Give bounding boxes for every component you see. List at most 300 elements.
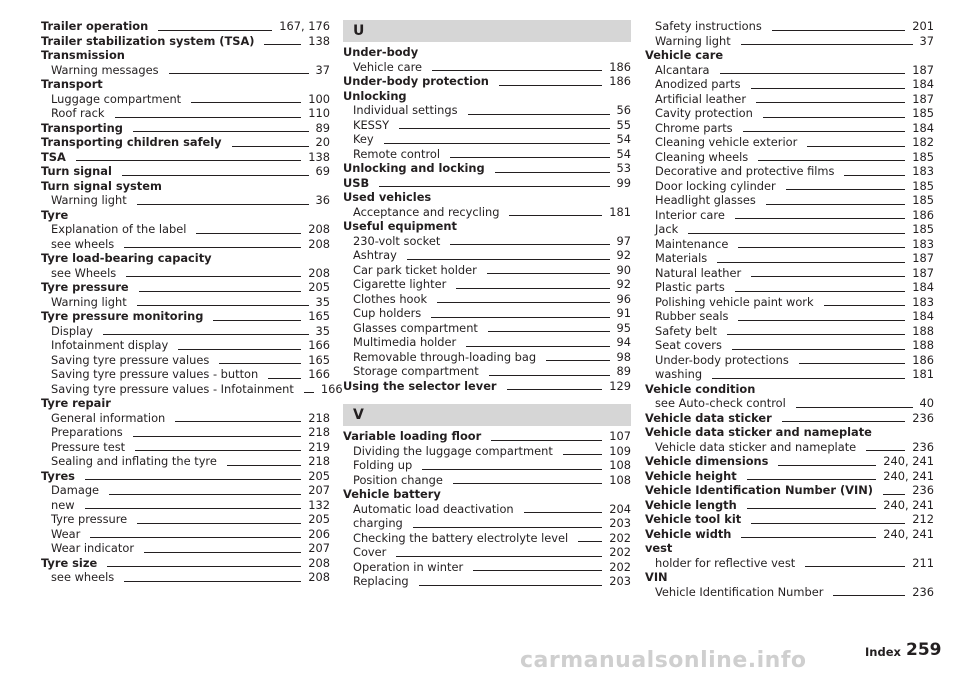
page-reference[interactable]: 185 xyxy=(912,193,934,207)
index-entry[interactable] xyxy=(41,556,330,571)
watermark: carmanualsonline.info xyxy=(520,648,807,673)
entry-label: TSA xyxy=(41,149,66,164)
index-subentry[interactable] xyxy=(41,381,343,397)
leader-line xyxy=(115,117,302,118)
page-reference[interactable]: 129 xyxy=(609,378,631,393)
index-subentry[interactable] xyxy=(41,222,330,237)
entry-label: Saving tyre pressure values - button xyxy=(51,367,259,381)
entry-label: Polishing vehicle paint work xyxy=(655,294,814,309)
index-subentry[interactable] xyxy=(343,234,631,249)
page-reference[interactable]: 37 xyxy=(315,62,330,77)
page-reference[interactable]: 205 xyxy=(308,280,330,294)
section-letter-heading: U xyxy=(343,20,631,42)
index-subentry[interactable] xyxy=(343,364,631,379)
index-subentry[interactable] xyxy=(645,251,934,266)
entry-label: Under-body xyxy=(343,45,419,59)
page-reference[interactable]: 208 xyxy=(308,570,330,584)
page-reference[interactable]: 138 xyxy=(308,149,330,164)
index-subentry[interactable] xyxy=(645,34,934,49)
page-reference[interactable]: 53 xyxy=(616,161,631,175)
leader-line xyxy=(466,346,609,347)
entry-label: Damage xyxy=(51,483,100,497)
index-entry[interactable] xyxy=(41,150,330,165)
page-reference[interactable]: 91 xyxy=(616,306,631,320)
entry-label: Seat covers xyxy=(655,338,722,352)
index-entry[interactable] xyxy=(41,469,330,484)
entry-label: Sealing and inflating the tyre xyxy=(51,454,217,468)
page-reference[interactable]: 207 xyxy=(308,541,330,555)
entry-label: Key xyxy=(353,132,374,146)
entry-label: Safety belt xyxy=(655,323,717,338)
index-subentry[interactable] xyxy=(343,350,631,365)
index-entry[interactable] xyxy=(645,483,934,498)
page-reference[interactable]: 187 xyxy=(912,265,934,280)
page-reference[interactable]: 203 xyxy=(609,516,631,530)
index-subentry[interactable] xyxy=(343,60,631,75)
page-reference[interactable]: 236 xyxy=(912,584,934,599)
page-reference[interactable]: 208 xyxy=(308,555,330,570)
page-reference[interactable]: 55 xyxy=(616,117,631,132)
page-reference[interactable]: 202 xyxy=(609,530,631,545)
index-subentry[interactable] xyxy=(645,367,934,382)
entry-label: Transporting children safely xyxy=(41,135,222,149)
entry-label: Vehicle data sticker and nameplate xyxy=(645,425,872,439)
page-reference[interactable]: 203 xyxy=(609,574,631,588)
index-subentry[interactable] xyxy=(41,106,330,121)
page-reference[interactable]: 165 xyxy=(308,352,330,367)
page-reference[interactable]: 188 xyxy=(912,338,934,352)
page-reference[interactable]: 181 xyxy=(609,204,631,219)
index-subentry[interactable] xyxy=(41,353,330,368)
page-reference[interactable]: 182 xyxy=(912,135,934,149)
page-reference[interactable]: 184 xyxy=(912,120,934,135)
page-reference[interactable]: 95 xyxy=(616,320,631,335)
index-subentry[interactable] xyxy=(343,458,631,473)
index-subentry[interactable] xyxy=(645,193,934,208)
page-reference[interactable]: 183 xyxy=(912,164,934,178)
index-entry[interactable] xyxy=(343,176,631,191)
index-subentry[interactable] xyxy=(343,132,631,147)
entry-label: Variable loading floor xyxy=(343,429,482,443)
index-subentry[interactable] xyxy=(41,498,330,513)
leader-line xyxy=(232,146,309,147)
leader-line xyxy=(796,407,913,408)
page-reference[interactable]: 181 xyxy=(912,367,934,381)
index-subentry[interactable] xyxy=(645,208,934,223)
index-subentry[interactable] xyxy=(645,63,934,78)
leader-line xyxy=(786,189,906,190)
entry-label: Under-body protections xyxy=(655,352,789,367)
page-reference[interactable]: 132 xyxy=(308,497,330,512)
index-subentry[interactable] xyxy=(645,237,934,252)
index-subentry[interactable] xyxy=(343,502,631,517)
page-reference[interactable]: 219 xyxy=(308,439,330,454)
leader-line xyxy=(437,302,609,303)
leader-line xyxy=(743,131,906,132)
page-reference[interactable]: 202 xyxy=(609,559,631,574)
entry-label: Transmission xyxy=(41,48,125,62)
index-subentry[interactable] xyxy=(645,440,934,455)
page-reference[interactable]: 185 xyxy=(912,222,934,236)
index-subentry[interactable] xyxy=(645,585,934,600)
index-entry[interactable] xyxy=(41,135,330,150)
entry-label: Maintenance xyxy=(655,236,729,251)
entry-label: Tyre xyxy=(41,207,69,222)
index-entry[interactable] xyxy=(41,309,330,324)
leader-line xyxy=(758,160,905,161)
entry-label: Jack xyxy=(655,222,679,236)
index-subentry[interactable] xyxy=(645,77,934,92)
leader-line xyxy=(751,88,906,89)
page-reference[interactable]: 212 xyxy=(912,512,934,526)
index-subentry[interactable] xyxy=(645,179,934,194)
page-reference[interactable]: 35 xyxy=(315,294,330,309)
page-reference[interactable]: 35 xyxy=(315,323,330,338)
leader-line xyxy=(824,305,906,306)
leader-line xyxy=(763,117,905,118)
page-reference[interactable]: 186 xyxy=(912,352,934,367)
page-reference[interactable]: 109 xyxy=(609,443,631,458)
entry-label: Unlocking and locking xyxy=(343,161,485,175)
leader-line xyxy=(107,566,301,567)
leader-line xyxy=(727,334,905,335)
index-subentry[interactable] xyxy=(645,106,934,121)
index-subentry[interactable] xyxy=(41,411,330,426)
page-footer xyxy=(865,640,942,660)
page-reference[interactable]: 236 xyxy=(912,439,934,454)
index-subentry[interactable] xyxy=(41,237,330,252)
index-subentry[interactable] xyxy=(41,193,330,208)
entry-label: Vehicle care xyxy=(645,48,724,62)
index-subentry[interactable] xyxy=(343,118,631,133)
index-heading xyxy=(343,89,631,104)
page-reference[interactable]: 188 xyxy=(912,323,934,338)
index-subentry[interactable] xyxy=(645,135,934,150)
entry-label: Remote control xyxy=(353,146,441,161)
index-entry[interactable] xyxy=(645,411,934,426)
index-subentry[interactable] xyxy=(343,560,631,575)
index-subentry[interactable] xyxy=(41,63,330,78)
page-reference[interactable]: 240, 241 xyxy=(883,497,934,512)
page-reference[interactable]: 97 xyxy=(616,233,631,248)
page-reference[interactable]: 54 xyxy=(616,132,631,146)
page-reference[interactable]: 187 xyxy=(912,91,934,106)
index-subentry[interactable] xyxy=(343,473,631,488)
index-subentry[interactable] xyxy=(645,150,934,165)
entry-label: Car park ticket holder xyxy=(353,262,477,277)
entry-label: Unlocking xyxy=(343,88,407,103)
index-subentry[interactable] xyxy=(41,92,330,107)
page-reference[interactable]: 207 xyxy=(308,483,330,497)
page-reference[interactable]: 208 xyxy=(308,222,330,236)
index-subentry[interactable] xyxy=(343,103,631,118)
leader-line xyxy=(219,363,301,364)
entry-label: Ashtray xyxy=(353,248,397,262)
entry-label: Turn signal xyxy=(41,164,112,178)
index-heading xyxy=(645,48,934,63)
page-reference[interactable]: 183 xyxy=(912,236,934,251)
index-subentry[interactable] xyxy=(343,444,631,459)
index-subentry[interactable] xyxy=(343,205,631,220)
page-reference[interactable]: 89 xyxy=(616,364,631,378)
leader-line xyxy=(751,523,905,524)
entry-label: Cover xyxy=(353,545,387,559)
page-reference[interactable]: 166 xyxy=(308,338,330,352)
entry-label: see wheels xyxy=(51,570,115,584)
leader-line xyxy=(487,273,610,274)
page-reference[interactable]: 201 xyxy=(912,19,934,33)
index-subentry[interactable] xyxy=(343,306,631,321)
leader-line xyxy=(268,378,301,379)
page-reference[interactable]: 108 xyxy=(609,472,631,487)
page-reference[interactable]: 240, 241 xyxy=(883,454,934,468)
page-reference[interactable]: 108 xyxy=(609,458,631,472)
entry-label: Artificial leather xyxy=(655,91,747,106)
index-entry[interactable] xyxy=(343,161,631,176)
page-reference[interactable]: 204 xyxy=(609,501,631,516)
index-subentry[interactable] xyxy=(41,512,330,527)
entry-label: Turn signal system xyxy=(41,178,162,193)
page-reference[interactable]: 240, 241 xyxy=(883,468,934,483)
index-column-3 xyxy=(645,19,934,599)
index-subentry[interactable] xyxy=(343,292,631,307)
leader-line xyxy=(126,276,301,277)
page-reference[interactable]: 186 xyxy=(912,207,934,222)
page-reference[interactable]: 92 xyxy=(616,277,631,291)
leader-line xyxy=(805,566,905,567)
page-reference[interactable]: 99 xyxy=(616,175,631,190)
page-reference[interactable]: 184 xyxy=(912,280,934,294)
index-subentry[interactable] xyxy=(41,570,330,585)
index-subentry[interactable] xyxy=(343,574,631,589)
leader-line xyxy=(732,349,905,350)
index-subentry[interactable] xyxy=(645,164,934,179)
index-subentry[interactable] xyxy=(343,531,631,546)
index-heading xyxy=(41,77,330,92)
index-subentry[interactable] xyxy=(645,353,934,368)
page-reference[interactable]: 56 xyxy=(616,103,631,117)
leader-line xyxy=(546,360,609,361)
index-entry[interactable] xyxy=(41,164,330,179)
index-heading xyxy=(41,208,330,223)
leader-line xyxy=(738,247,905,248)
index-subentry[interactable] xyxy=(645,222,934,237)
index-heading xyxy=(645,570,934,585)
entry-label: Warning light xyxy=(51,193,127,207)
page-reference[interactable]: 100 xyxy=(308,91,330,106)
leader-line xyxy=(135,450,301,451)
entry-label: Luggage compartment xyxy=(51,91,182,106)
index-subentry[interactable] xyxy=(41,527,330,542)
index-subentry[interactable] xyxy=(645,280,934,295)
page-reference[interactable]: 94 xyxy=(616,335,631,349)
page-reference[interactable]: 89 xyxy=(315,120,330,135)
index-subentry[interactable] xyxy=(645,396,934,411)
index-subentry[interactable] xyxy=(343,147,631,162)
page-reference[interactable]: 187 xyxy=(912,251,934,265)
index-subentry[interactable] xyxy=(41,266,330,281)
page-reference[interactable]: 96 xyxy=(616,291,631,306)
index-entry[interactable] xyxy=(41,19,330,34)
leader-line xyxy=(432,70,602,71)
index-subentry[interactable] xyxy=(41,338,330,353)
entry-label: Tyre load-bearing capacity xyxy=(41,251,212,265)
index-subentry[interactable] xyxy=(41,454,330,469)
entry-label: Tyre pressure xyxy=(51,512,128,526)
entry-label: Automatic load deactivation xyxy=(353,501,514,516)
index-subentry[interactable] xyxy=(41,295,330,310)
leader-line xyxy=(712,378,905,379)
index-subentry[interactable] xyxy=(41,425,330,440)
page-reference[interactable]: 206 xyxy=(308,526,330,541)
leader-line xyxy=(137,204,309,205)
page-reference[interactable]: 54 xyxy=(616,146,631,161)
page-reference[interactable]: 90 xyxy=(616,262,631,277)
section-spacer xyxy=(343,393,631,403)
page-reference[interactable]: 184 xyxy=(912,309,934,323)
index-subentry[interactable] xyxy=(343,335,631,350)
index-subentry[interactable] xyxy=(41,324,330,339)
leader-line xyxy=(144,552,301,553)
page-reference[interactable]: 218 xyxy=(308,454,330,468)
leader-line xyxy=(175,421,301,422)
index-entry[interactable] xyxy=(343,429,631,444)
index-subentry[interactable] xyxy=(645,19,934,34)
leader-line xyxy=(473,570,602,571)
page-reference[interactable]: 36 xyxy=(315,193,330,207)
leader-line xyxy=(524,512,603,513)
index-subentry[interactable] xyxy=(343,248,631,263)
index-subentry[interactable] xyxy=(41,367,330,382)
page-reference[interactable]: 185 xyxy=(912,178,934,193)
entry-label: Wear indicator xyxy=(51,541,135,555)
index-heading xyxy=(645,382,934,397)
page-reference[interactable]: 183 xyxy=(912,294,934,309)
index-subentry[interactable] xyxy=(343,545,631,560)
page-reference[interactable]: 202 xyxy=(609,545,631,559)
index-subentry[interactable] xyxy=(645,295,934,310)
entry-label: Roof rack xyxy=(51,106,105,120)
index-entry[interactable] xyxy=(645,469,934,484)
page-reference[interactable]: 40 xyxy=(919,396,934,410)
index-entry[interactable] xyxy=(343,74,631,89)
entry-label: Replacing xyxy=(353,574,409,588)
page-reference[interactable]: 205 xyxy=(308,468,330,483)
index-subentry[interactable] xyxy=(645,121,934,136)
leader-line xyxy=(883,494,905,495)
section-letter-heading: V xyxy=(343,404,631,426)
page-reference[interactable]: 186 xyxy=(609,59,631,74)
leader-line xyxy=(124,581,301,582)
index-subentry[interactable] xyxy=(343,516,631,531)
page-reference[interactable]: 98 xyxy=(616,349,631,364)
entry-label: Folding up xyxy=(353,458,413,472)
index-entry[interactable] xyxy=(41,280,330,295)
leader-line xyxy=(741,44,913,45)
page-reference[interactable]: 186 xyxy=(609,74,631,88)
page-reference[interactable]: 208 xyxy=(308,236,330,251)
entry-label: Under-body protection xyxy=(343,74,489,88)
page-reference[interactable]: 107 xyxy=(609,429,631,443)
leader-line xyxy=(90,537,301,538)
page-reference[interactable]: 92 xyxy=(616,248,631,262)
entry-label: Cleaning wheels xyxy=(655,149,749,164)
page-reference[interactable]: 185 xyxy=(912,106,934,120)
page-reference[interactable]: 69 xyxy=(315,164,330,178)
page-reference[interactable]: 138 xyxy=(308,33,330,48)
index-entry[interactable] xyxy=(343,379,631,394)
entry-label: 230-volt socket xyxy=(353,233,441,248)
page-number: 259 xyxy=(906,640,942,660)
page-reference[interactable]: 205 xyxy=(308,512,330,526)
index-entry[interactable] xyxy=(645,512,934,527)
index-subentry[interactable] xyxy=(41,440,330,455)
leader-line xyxy=(741,537,876,538)
index-entry[interactable] xyxy=(41,121,330,136)
page-reference[interactable]: 37 xyxy=(919,33,934,48)
leader-line xyxy=(578,541,602,542)
page-reference[interactable]: 236 xyxy=(912,483,934,497)
index-entry[interactable] xyxy=(41,34,330,49)
page-reference[interactable]: 218 xyxy=(308,425,330,439)
leader-line xyxy=(778,465,876,466)
leader-line xyxy=(720,73,906,74)
leader-line xyxy=(450,157,609,158)
index-subentry[interactable] xyxy=(343,263,631,278)
leader-line xyxy=(407,259,610,260)
page-reference[interactable]: 236 xyxy=(912,410,934,425)
leader-line xyxy=(563,454,602,455)
footer-section-label: Index xyxy=(865,645,901,659)
leader-line xyxy=(468,114,610,115)
page-reference[interactable]: 184 xyxy=(912,77,934,91)
page-reference[interactable]: 185 xyxy=(912,149,934,164)
entry-label: Dividing the luggage compartment xyxy=(353,443,553,458)
page-reference[interactable]: 110 xyxy=(308,106,330,120)
entry-label: see wheels xyxy=(51,236,115,251)
index-subentry[interactable] xyxy=(645,309,934,324)
index-subentry[interactable] xyxy=(41,483,330,498)
index-subentry[interactable] xyxy=(645,338,934,353)
page-reference[interactable]: 187 xyxy=(912,62,934,77)
index-subentry[interactable] xyxy=(343,321,631,336)
index-subentry[interactable] xyxy=(41,541,330,556)
page-reference[interactable]: 211 xyxy=(912,555,934,570)
page-reference[interactable]: 167, 176 xyxy=(279,19,330,33)
entry-label: charging xyxy=(353,516,403,530)
entry-label: Wear xyxy=(51,526,81,541)
page-reference[interactable]: 240, 241 xyxy=(883,526,934,541)
index-subentry[interactable] xyxy=(645,324,934,339)
entry-label: Glasses compartment xyxy=(353,320,478,335)
page-reference[interactable]: 166 xyxy=(320,381,343,396)
page-reference[interactable]: 166 xyxy=(308,367,330,381)
index-entry[interactable] xyxy=(645,454,934,469)
page-reference[interactable]: 208 xyxy=(308,265,330,280)
index-subentry[interactable] xyxy=(645,556,934,571)
index-subentry[interactable] xyxy=(343,277,631,292)
page-reference[interactable]: 218 xyxy=(308,410,330,425)
page-reference[interactable]: 20 xyxy=(315,135,330,149)
entry-label: Explanation of the label xyxy=(51,222,187,236)
entry-label: Vehicle data sticker and nameplate xyxy=(655,439,857,454)
entry-label: Pressure test xyxy=(51,439,126,454)
index-subentry[interactable] xyxy=(645,92,934,107)
index-subentry[interactable] xyxy=(645,266,934,281)
index-entry[interactable] xyxy=(645,527,934,542)
page-reference[interactable]: 165 xyxy=(308,309,330,323)
index-entry[interactable] xyxy=(645,498,934,513)
